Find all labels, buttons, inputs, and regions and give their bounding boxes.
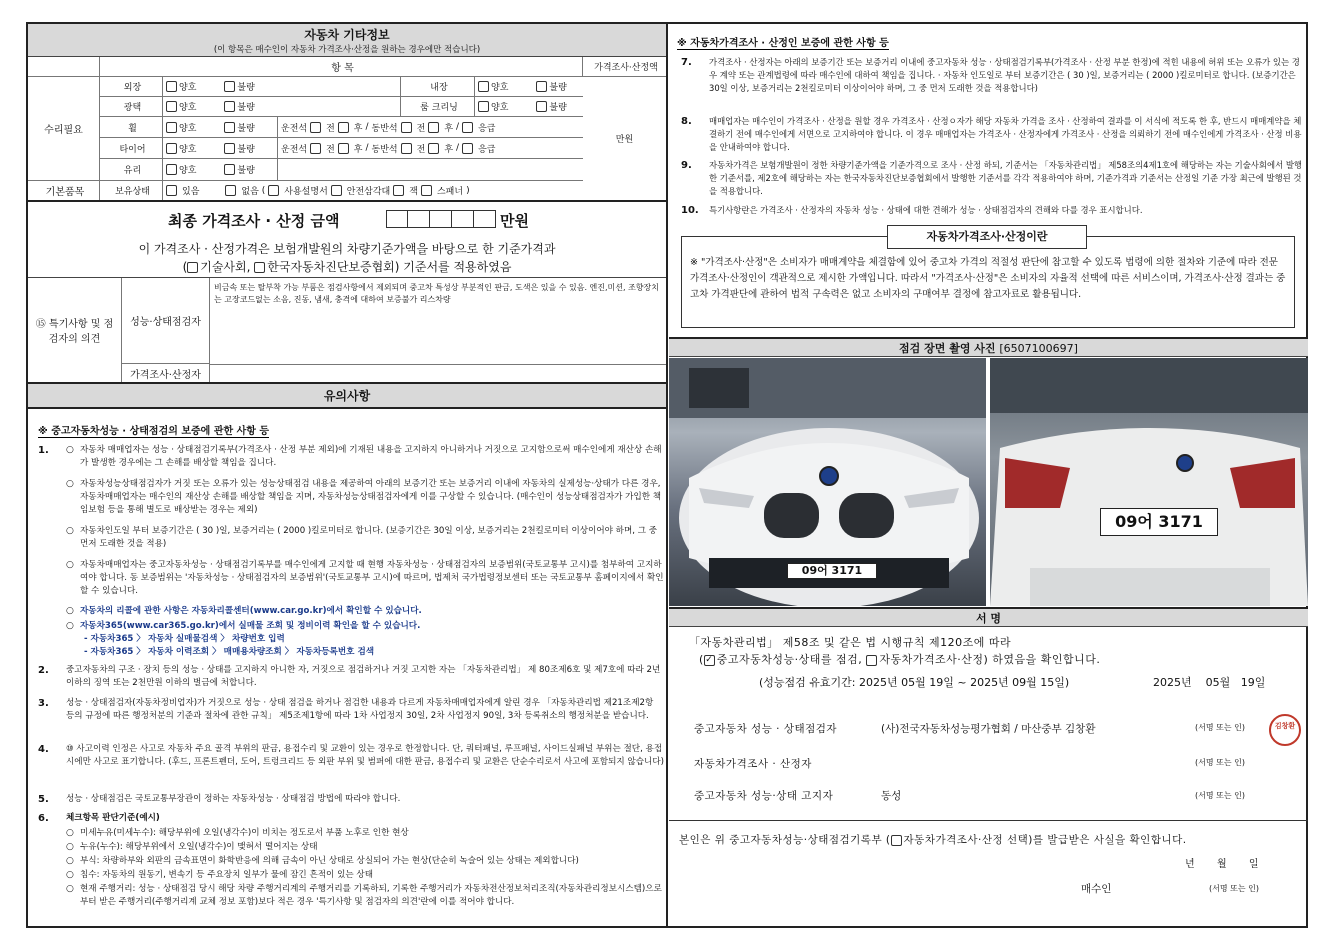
col-price-header: 가격조사·산정액: [594, 63, 658, 73]
row-room-cleaning: 룸 크리닝: [400, 97, 475, 116]
checkbox[interactable]: [536, 101, 547, 112]
final-price-section: [28, 200, 666, 278]
other-info-table: 항 목 가격조사·산정액 수리필요 만원 외장 양호 불량 내장 양호 불량 광택 양호 불량 룸 크리닝 양호 불량 휠 양호 불량 운전석 전 후 / 동반석 전 후 / 응급 타이어 양호 불량 운전석 전 후 / 동반석 전 후 / 응급 유리 양호 불량 기본품목 보유상태 있음 없음 ( 사용설명서 안전삼각대 잭 스패너 ): [28, 57, 666, 200]
notice-item: 현재 주행거리: 성능 · 상태점검 당시 해당 차량 주행거리계의 주행거리를 기록하되, 기록한 주행거리가 자동차전산정보처리조직(자동차관리정보시스템)으로부터 받은 주행거리(주행거리계 교체 정보 포함)보다 적은 경우 '특기사항 및 점검자의 의견'란에 이를 적어야 합니다.: [80, 884, 662, 907]
checkbox[interactable]: [224, 143, 235, 154]
buyer-label: 매수인: [1081, 883, 1112, 895]
checkbox[interactable]: [462, 122, 473, 133]
guarantee-title: ※ 중고자동차성능 · 상태점검의 보증에 관한 사항 등: [38, 422, 269, 438]
checkbox[interactable]: [224, 164, 235, 175]
checkbox[interactable]: [462, 143, 473, 154]
checkbox[interactable]: [866, 655, 877, 666]
notice-item: 미세누유(미세누수): 해당부위에 오일(냉각수)이 비치는 정도로서 부품 노후로 인한 현상: [80, 828, 409, 838]
row-exterior: 외장: [100, 77, 163, 96]
checkbox[interactable]: [310, 143, 321, 154]
checkbox[interactable]: [536, 81, 547, 92]
signature-header: 서 명: [669, 607, 1308, 627]
final-price-line1: 이 가격조사 · 산정가격은 보험개발원의 차량기준가액을 바탕으로 한 기준가격과: [138, 242, 556, 256]
price-item: 특기사항란은 가격조사 · 산정자의 자동차 성능 · 상태에 대한 견해가 성능 · 상태점검자의 견해와 다를 경우 표시합니다.: [709, 205, 1143, 215]
checkbox[interactable]: [224, 81, 235, 92]
caution-title: 유의사항: [28, 384, 666, 409]
checkbox[interactable]: [224, 101, 235, 112]
sign-or-seal: (서명 또는 인): [1209, 884, 1259, 893]
checkbox[interactable]: [268, 185, 279, 196]
price-item: 자동차가격은 보험개발원이 정한 차량기준가액을 기준가격으로 조사 · 산정 하되, 기준서는 「자동차관리법」 제58조의4제1호에 해당하는 자는 기술사회에서 발행한 기준서를, 제2호에 해당하는 자는 한국자동차진단보증협회에서 발행한 기준서를 각각 적용하여야 하며, 기준가격과 기준서는 산정일 기준 가장 최근에 발행된 것을 적용합니다.: [709, 160, 1303, 196]
notice-item: 침수: 자동차의 원동기, 변속기 등 주요장치 일부가 물에 잠긴 흔적이 있는 상태: [80, 870, 374, 880]
definition-text: ※ "가격조사·산정"은 소비자가 매매계약을 체결함에 있어 중고차 가격의 적절성 판단에 참고할 수 있도록 법령에 의한 절차와 기준에 따라 전문 가격조사·산정인이 객관적으로 제시한 가액입니다. 따라서 "가격조사·산정"은 소비자의 자율적 선택에 따른 서비스이며, 가격조사·산정 결과는 중고차 가격판단에 관하여 법적 구속력은 없고 소비자의 구매여부 결정에 참고자료로 활용됩니다.: [690, 257, 1286, 300]
checkbox[interactable]: [393, 185, 404, 196]
checkbox[interactable]: [478, 101, 489, 112]
definition-title: 자동차가격조사·산정이란: [887, 225, 1087, 249]
definition-box: [681, 230, 1295, 328]
checkbox[interactable]: [428, 143, 439, 154]
sign-or-seal: (서명 또는 인): [1195, 791, 1245, 800]
inspector-name: (사)전국자동차성능평가협회 / 마산중부 김창환: [881, 723, 1096, 735]
checkbox[interactable]: [225, 185, 236, 196]
right-column: ※ 자동차가격조사 · 산정인 보증에 관한 사항 등 7. 가격조사 · 산정자는 아래의 보증기간 또는 보증거리 이내에 중고자동차 성능 · 상태점검기록부(가격조사 · 산정 부분 한정)에 적힌 내용에 허위 또는 오류가 있는 경우 계약 또는 관계법령에 따라 매수인에 대하여 책임을 집니다. · 자동차 인도일로 부터 보증기간은 ( 30 )일, 보증거리는 ( 2000 )킬로미터로 합니다. (보증기간은 30일 이상, 보증거리는 2천킬로미터 이상이어야 하며, 그 중 먼저 도래한 것을 적용합니다) 8. 매매업자는 매수인이 가격조사 · 산정을 원할 경우 가격조사 · 산정ㅇ자가 해당 자동차 가격을 조사 · 산정하여 결과를 이 서식에 적도록 한 후, 반드시 매매계약을 체결하기 전에 매수인에게 서면으로 고지하여야 합니다. 이 경우 매매업자는 가격조사 · 산정자에게 가격조사 · 산정을 의뢰하기 전에 매수인에게 가격조사 · 산정 비용을 안내하여야 합니다. 9. 자동차가격은 보험개발원이 정한 차량기준가액을 기준가격으로 조사 · 산정 하되, 기준서는 「자동차관리법」 제58조의4제1호에 해당하는 자는 기술사회에서 발행한 기준서를, 제2호에 해당하는 자는 한국자동차진단보증협회에서 발행한 기준서를 각각 적용하여야 하며, 기준가격과 기준서는 산정일 기준 가장 최근에 발행된 것을 적용합니다. 10. 특기사항란은 가격조사 · 산정자의 자동차 성능 · 상태에 대한 견해가 성능 · 상태점검자의 견해와 다를 경우 표시합니다. 자동차가격조사·산정이란 ※ "가격조사·산정"은 소비자가 매매계약을 체결함에 있어 중고차 가격의 적절성 판단에 참고할 수 있도록 법령에 의한 절차와 기준에 따라 전문 가격조사·산정인이 객관적으로 제시한 가액입니다. 따라서 "가격조사·산정"은 소비자의 자율적 선택에 따른 서비스이며, 가격조사·산정 결과는 중고차 가격판단에 관하여 법적 구속력은 없고 소비자의 구매여부 결정에 참고자료로 활용됩니다. 점검 장면 촬영 사진 [6507100697] 09어 3171 09어 3171 서 명 「자동차관리법」 제58조 및 같은 법 시행규칙 제120조에 따라 (✓ 중고자동차성능·상태를 점검, 자동차가격조사·산정) 하였음을 확인합니다. (성능점검 유효기간: 2025년 05월 19일 ~ 2025년 09월 15일) 2025년 05월 19일 중고자동차 성능 · 상태점검자 (사)전국자동차성능평가협회 / 마산중부 김창환 (서명 또는 인) 김창환 자동차가격조사 · 산정자 (서명 또는 인) 중고자동차 성능·상태 고지자 동성 (서명 또는 인) 본인은 위 중고자동차성능·상태점검기록부 ( 자동차가격조사·산정 선택)를 발급받은 사실을 확인합니다. 년 월 일 매수인 (서명 또는 인): [669, 24, 1308, 926]
checkbox[interactable]: [166, 143, 177, 154]
price-item: 매매업자는 매수인이 가격조사 · 산정을 원할 경우 가격조사 · 산정ㅇ자가 해당 자동차 가격을 조사 · 산정하여 결과를 이 서식에 적도록 한 후, 반드시 매매계약을 체결하기 전에 매수인에게 서면으로 고지하여야 합니다. 이 경우 매매업자는 가격조사 · 산정자에게 가격조사 · 산정을 의뢰하기 전에 매수인에게 가격조사 · 산정 비용을 안내하여야 합니다.: [709, 116, 1302, 152]
left-column: 자동차 기타정보 (이 항목은 매수인이 자동차 가격조사·산정을 원하는 경우에만 적습니다) 항 목 가격조사·산정액 수리필요 만원 외장 양호 불량 내장 양호 불량 광택 양호 불량 룸 크리닝 양호 불량 휠 양호 불량 운전석 전 후 / 동반석 전 후 / 응급 타이어 양호 불량 운전석 전 후 / 동반석 전 후 / 응급 유리 양호 불량 기본품목 보유상태 있음 없음 ( 사용설명서 안전삼각대 잭 스패너 ) 최종 가격조사 · 산정 금액 만원 이 가격조사 · 산정가격은 보험개발원의 차량기준가액을 바탕으로 한 기준가격과 ( 기술사회, 한국자동차진단보증협회) 기준서를 적용하였음 ⑮ 특기사항 및 점검자의 의견 성능·상태점검자 비금속 또는 탈부착 가능 부품은 점검사항에서 제외되며 중고차 특성상 부분적인 판금, 도색은 있을 수 있음. 엔진,미션, 조향장치는 고장코드없는 소음, 진동, 냄새, 충격에 대하여 보증불가 리스차량 가격조사·산정자 유의사항 ※ 중고자동차성능 · 상태점검의 보증에 관한 사항 등 1. ○ 자동차 매매업자는 성능 · 상태점검기록부(가격조사 · 산정 부분 제외)에 기재된 내용을 고지하지 아니하거나 거짓으로 고지함으로써 매수인에게 재산상 손해가 발생한 경우에는 그 손해를 배상할 책임을 집니다. ○ 자동차성능상태점검자가 거짓 또는 오류가 있는 성능상태점검 내용을 제공하여 아래의 보증기간 또는 보증거리 이내에 자동차의 실제성능·상태가 다른 경우, 자동차매매업자는 매수인의 재산상 손해를 배상할 책임을 지며, 자동차성능상태점검자에게 이를 구상할 수 있습니다. (매수인이 성능상태점검자가 가입한 책임보험 등을 통해 별도로 배상받는 경우는 제외) ○ 자동차인도일 부터 보증기간은 ( 30 )일, 보증거리는 ( 2000 )킬로미터로 합니다. (보증기간은 30일 이상, 보증거리는 2천킬로미터 이상이어야 하며, 그 중 먼저 도래한 것을 적용) ○ 자동차매매업자는 중고자동차성능 · 상태점검기록부를 매수인에게 고지할 때 현행 자동차성능 · 상태점검자의 보증범위(국토교통부 고시)를 첨부하여 고지하여야 합니다. 동 보증범위는 '자동차성능 · 상태점검자의 보증범위'(국토교통부 고시)에 따르며, 법제처 국가법령정보센터 또는 국토교통부 홈페이지에서 확인할 수 있습니다. ○ 자동차의 리콜에 관한 사항은 자동차리콜센터(www.car.go.kr)에서 확인할 수 있습니다. ○ 자동차365(www.car365.go.kr)에서 실매물 조회 및 정비이력 확인을 할 수 있습니다. - 자동차365 〉 자동차 실매물검색 〉 차량번호 입력 - 자동차365 〉 자동차 이력조회 〉 매매용차량조회 〉 자동차등록번호 검색 2. 중고자동차의 구조 · 장치 등의 성능 · 상태를 고지하지 아니한 자, 거짓으로 점검하거나 거짓 고지한 자는 「자동차관리법」 제 80조제6호 및 제7호에 따라 2년 이하의 징역 또는 2천만원 이하의 벌금에 처합니다. 3. 성능 · 상태점검자(자동차정비업자)가 거짓으로 성능 · 상태 점검을 하거나 점검한 내용과 다르게 자동차매매업자에게 알린 경우 「자동차관리법 제21조제2항 등의 규정에 따른 행정처분의 기준과 절차에 관한 규칙」 제5조제1항에 따라 1차 사업정지 30일, 2차 사업정지 90일, 3차 등록취소의 행정처분을 받습니다. 4. ⑩ 사고이력 인정은 사고로 자동차 주요 골격 부위의 판금, 용접수리 및 교환이 있는 경우로 한정합니다. 단, 쿼터패널, 루프패널, 사이드실패널 부위는 절단, 용접 시에만 사고로 표기합니다. (후드, 프론트펜더, 도어, 트렁크리드 등 외판 부위 및 범퍼에 대한 판금, 용접수리 및 교환은 단순수리로서 사고에 포함되지 않습니다) 5. 성능 · 상태점검은 국토교통부장관이 정하는 자동차성능 · 상태점검 방법에 따라야 합니다. 6. 체크항목 판단기준(예시) ○ 미세누유(미세누수): 해당부위에 오일(냉각수)이 비치는 정도로서 부품 노후로 인한 현상 ○ 누유(누수): 해당부위에서 오일(냉각수)이 맺혀서 떨어지는 상태 ○ 부식: 차량하부와 외판의 금속표면이 화학반응에 의해 금속이 아닌 상태로 상실되어 가는 현상(단순히 녹슬어 있는 상태는 제외합니다) ○ 침수: 자동차의 원동기, 변속기 등 주요장치 일부가 물에 잠긴 흔적이 있는 상태 ○ 현재 주행거리: 성능 · 상태점검 당시 해당 차량 주행거리계의 주행거리를 기록하되, 기록한 주행거리가 자동차전산정보처리조직(자동차관리정보시스템)으로부터 받은 주행거리(주행거리계 교체 정보 포함)보다 적은 경우 '특기사항 및 점검자의 의견'란에 이를 적어야 합니다.: [28, 24, 668, 926]
recall-link[interactable]: 자동차의 리콜에 관한 사항은 자동차리콜센터(www.car.go.kr)에서 확인할 수 있습니다.: [80, 606, 422, 616]
row-possession: 보유상태: [100, 181, 163, 200]
checkbox[interactable]: [166, 185, 177, 196]
price-item: 가격조사 · 산정자는 아래의 보증기간 또는 보증거리 이내에 중고자동차 성능 · 상태점검기록부(가격조사 · 산정 부분 한정)에 적힌 내용에 허위 또는 오류가 있는 경우 계약 또는 관계법령에 따라 매수인에 대하여 책임을 집니다. · 자동차 인도일로 부터 보증기간은 ( 30 )일, 보증거리는 ( 2000 )킬로미터로 합니다. (보증기간은 30일 이상, 보증거리는 2천킬로미터 이상이어야 하며, 그 중 먼저 도래한 것을 적용합니다): [709, 57, 1300, 93]
sign-or-seal: (서명 또는 인): [1195, 723, 1245, 732]
checkbox[interactable]: [166, 101, 177, 112]
price-assessor-role: 자동차가격조사 · 산정자: [694, 758, 812, 770]
car365-link[interactable]: 자동차365(www.car365.go.kr)에서 실매물 조회 및 정비이력 확인을 할 수 있습니다.: [80, 621, 421, 631]
notice-item: 성능 · 상태점검자(자동차정비업자)가 거짓으로 성능 · 상태 점검을 하거나 점검한 내용과 다르게 자동차매매업자에게 알린 경우 「자동차관리법 제21조제2항 등의 규정에 따른 행정처분의 기준과 절차에 관한 규칙」 제5조제1항에 따라 1차 사업정지 30일, 2차 사업정지 90일, 3차 등록취소의 행정처분을 받습니다.: [66, 698, 654, 721]
notifier-name: 동성: [881, 790, 902, 802]
basic-items-label: 기본품목: [28, 181, 100, 200]
checkbox[interactable]: [331, 185, 342, 196]
notifier-role: 중고자동차 성능·상태 고지자: [694, 790, 834, 802]
validity-period: (성능점검 유효기간: 2025년 05월 19일 ~ 2025년 09월 15일): [759, 676, 1070, 689]
checkbox[interactable]: [338, 122, 349, 133]
checkbox[interactable]: [166, 122, 177, 133]
checkbox[interactable]: [310, 122, 321, 133]
document-frame: [26, 22, 1308, 928]
checkbox[interactable]: [166, 164, 177, 175]
checkbox[interactable]: [187, 262, 198, 273]
notice-item: 체크항목 판단기준(예시): [66, 813, 160, 823]
price-assessor-label: 가격조사·산정자: [122, 364, 210, 382]
price-unit: 만원: [615, 135, 634, 145]
receipt-date: 년 월 일: [1185, 859, 1259, 870]
special-notes-label: ⑮ 특기사항 및 점검자의 의견: [28, 278, 122, 382]
official-seal: 김창환: [1269, 714, 1301, 746]
section-title: 자동차 기타정보: [304, 28, 390, 42]
checkbox[interactable]: [338, 143, 349, 154]
checkbox[interactable]: [428, 122, 439, 133]
repair-label: 수리필요: [28, 77, 100, 181]
final-price-title: 최종 가격조사 · 산정 금액: [168, 212, 340, 230]
checkbox[interactable]: [401, 143, 412, 154]
notice-item: 중고자동차의 구조 · 장치 등의 성능 · 상태를 고지하지 아니한 자, 거짓으로 점검하거나 거짓 고지한 자는 「자동차관리법」 제 80조제6호 및 제7호에 따라 2년 이하의 징역 또는 2천만원 이하의 벌금에 처합니다.: [66, 665, 661, 688]
rear-car-photo: [990, 358, 1308, 606]
photo-header: 점검 장면 촬영 사진 [6507100697]: [669, 337, 1308, 357]
checkbox[interactable]: [254, 262, 265, 273]
row-tire: 타이어: [100, 138, 163, 158]
checkbox[interactable]: [478, 81, 489, 92]
row-interior: 내장: [400, 77, 475, 96]
price-guarantee-title: ※ 자동차가격조사 · 산정인 보증에 관한 사항 등: [677, 34, 889, 50]
special-notes-section: [28, 278, 666, 384]
notice-item: - 자동차365 〉 자동차 이력조회 〉 매매용차량조회 〉 자동차등록번호 검색: [84, 647, 375, 657]
front-license-plate: 09어 3171: [787, 563, 877, 579]
signature-law: 「자동차관리법」 제58조 및 같은 법 시행규칙 제120조에 따라: [689, 636, 1012, 649]
notice-item: 자동차인도일 부터 보증기간은 ( 30 )일, 보증거리는 ( 2000 )킬로미터로 합니다. (보증기간은 30일 이상, 보증거리는 2천킬로미터 이상이어야 하며, 그 중 먼저 도래한 것을 적용): [80, 526, 658, 549]
final-price-line2: ( 기술사회, 한국자동차진단보증협회) 기준서를 적용하였음: [182, 260, 512, 274]
checkbox[interactable]: [401, 122, 412, 133]
col-item-header: 항 목: [100, 57, 583, 76]
section-header: [28, 24, 666, 57]
inspector-role: 중고자동차 성능 · 상태점검자: [694, 723, 838, 735]
checkbox[interactable]: [421, 185, 432, 196]
row-wheel: 휠: [100, 117, 163, 137]
notice-item: 자동차성능상태점검자가 거짓 또는 오류가 있는 성능상태점검 내용을 제공하여 아래의 보증기간 또는 보증거리 이내에 자동차의 실제성능·상태가 다른 경우, 자동차매매업자는 매수인의 재산상 손해를 배상할 책임을 지며, 자동차성능상태점검자에게 이를 구상할 수 있습니다. (매수인이 성능상태점검자가 가입한 책임보험 등을 통해 별도로 배상받는 경우는 제외): [80, 479, 662, 515]
notice-item: 누유(누수): 해당부위에서 오일(냉각수)이 맺혀서 떨어지는 상태: [80, 842, 318, 852]
inspector-label: 성능·상태점검자: [122, 278, 210, 364]
notice-item: - 자동차365 〉 자동차 실매물검색 〉 차량번호 입력: [84, 634, 285, 644]
checkbox[interactable]: [166, 81, 177, 92]
notice-item: 성능 · 상태점검은 국토교통부장관이 정하는 자동차성능 · 상태점검 방법에 따라야 합니다.: [66, 794, 401, 804]
rear-license-plate: 09어 3171: [1100, 508, 1218, 536]
sign-or-seal: (서명 또는 인): [1195, 758, 1245, 767]
checkbox[interactable]: [224, 122, 235, 133]
inspector-opinion: 비금속 또는 탈부착 가능 부품은 점검사항에서 제외되며 중고차 특성상 부분적인 판금, 도색은 있을 수 있음. 엔진,미션, 조향장치는 고장코드없는 소음, 진동, 냄새, 충격에 대하여 보증불가 리스차량: [214, 283, 659, 304]
checked-checkbox[interactable]: ✓: [705, 654, 714, 665]
notice-item: 자동차매매업자는 중고자동차성능 · 상태점검기록부를 매수인에게 고지할 때 현행 자동차성능 · 상태점검자의 보증범위(국토교통부 고시)를 첨부하여 고지하여야 합니다. 동 보증범위는 '자동차성능 · 상태점검자의 보증범위'(국토교통부 고시)에 따르며, 법제처 국가법령정보센터 또는 국토교통부 홈페이지에서 확인할 수 있습니다.: [80, 560, 664, 596]
row-glass: 유리: [100, 159, 163, 180]
notice-item: 자동차 매매업자는 성능 · 상태점검기록부(가격조사 · 산정 부분 제외)에 기재된 내용을 고지하지 아니하거나 거짓으로 고지함으로써 매수인에게 재산상 손해가 발생한 경우에는 그 손해를 배상할 책임을 집니다.: [80, 445, 662, 468]
row-gloss: 광택: [100, 97, 163, 116]
notice-item: ⑩ 사고이력 인정은 사고로 자동차 주요 골격 부위의 판금, 용접수리 및 교환이 있는 경우로 한정합니다. 단, 쿼터패널, 루프패널, 사이드실패널 부위는 절단, 용접 시에만 사고로 표기합니다. (후드, 프론트펜더, 도어, 트렁크리드 등 외판 부위 및 범퍼에 대한 판금, 용접수리 및 교환은 단순수리로서 사고에 포함되지 않습니다): [66, 744, 664, 767]
front-car-photo: [669, 358, 986, 606]
receipt-line: 본인은 위 중고자동차성능·상태점검기록부 ( 자동차가격조사·산정 선택)를 발급받은 사실을 확인합니다.: [679, 834, 1187, 846]
sign-date: 2025년 05월 19일: [1153, 676, 1266, 689]
final-price-boxes[interactable]: [386, 210, 496, 228]
signature-check-line: (✓ 중고자동차성능·상태를 점검, 자동차가격조사·산정) 하였음을 확인합니다.: [699, 653, 1101, 666]
section-subtitle: (이 항목은 매수인이 자동차 가격조사·산정을 원하는 경우에만 적습니다): [213, 45, 481, 55]
final-price-unit: 만원: [500, 212, 529, 230]
checkbox[interactable]: [891, 835, 902, 846]
notice-item: 부식: 차량하부와 외판의 금속표면이 화학반응에 의해 금속이 아닌 상태로 상실되어 가는 현상(단순히 녹슬어 있는 상태는 제외합니다): [80, 856, 579, 866]
